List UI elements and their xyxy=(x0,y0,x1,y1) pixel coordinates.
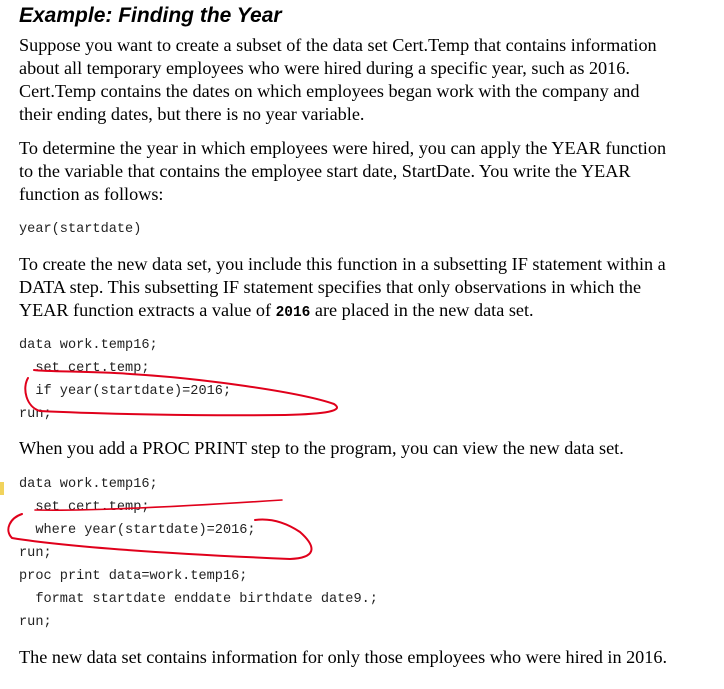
intro-paragraph xyxy=(19,34,719,126)
section-title: Example: Finding the Year xyxy=(19,4,282,27)
text-line: To create the new data set, you include this function in a subsetting IF statement within a xyxy=(19,254,666,274)
code-line: year(startdate) xyxy=(19,222,142,237)
code-line: format startdate enddate birthdate date9.; xyxy=(19,592,378,607)
text-segment: are placed in the new data set. xyxy=(310,300,534,320)
code-block-if xyxy=(19,334,231,426)
code-line: run; xyxy=(19,546,52,561)
code-line: data work.temp16; xyxy=(19,338,158,353)
code-line: set cert.temp; xyxy=(19,361,150,376)
conclusion-paragraph xyxy=(19,646,719,669)
code-block-year xyxy=(19,218,141,241)
subsetting-if-paragraph xyxy=(19,253,719,325)
text-line xyxy=(19,299,719,325)
proc-print-paragraph xyxy=(19,437,719,460)
text-line: DATA step. This subsetting IF statement specifies that only observations in which the xyxy=(19,277,642,297)
text-line: Cert.Temp contains the dates on which employees began work with the company and xyxy=(19,81,640,101)
code-line: if year(startdate)=2016; xyxy=(19,384,232,399)
code-line: proc print data=work.temp16; xyxy=(19,569,248,584)
code-line: run; xyxy=(19,407,52,422)
text-line: their ending dates, but there is no year variable. xyxy=(19,104,365,124)
text-line: Suppose you want to create a subset of the data set Cert.Temp that contains information xyxy=(19,35,657,55)
text-line: To determine the year in which employees were hired, you can apply the YEAR function xyxy=(19,138,667,158)
code-line: set cert.temp; xyxy=(19,500,150,515)
text-line: to the variable that contains the employee start date, StartDate. You write the YEAR xyxy=(19,161,631,181)
code-line: data work.temp16; xyxy=(19,477,158,492)
text-line: When you add a PROC PRINT step to the program, you can view the new data set. xyxy=(19,438,624,458)
text-line: about all temporary employees who were hired during a specific year, such as 2016. xyxy=(19,58,630,78)
inline-code: 2016 xyxy=(275,305,311,321)
year-function-paragraph xyxy=(19,137,719,206)
code-block-where xyxy=(19,473,378,634)
margin-marker xyxy=(0,482,4,495)
code-line: where year(startdate)=2016; xyxy=(19,523,256,538)
code-line: run; xyxy=(19,615,52,630)
text-line: function as follows: xyxy=(19,184,164,204)
text-segment: YEAR function extracts a value of xyxy=(19,300,276,320)
text-line: The new data set contains information for only those employees who were hired in 2016. xyxy=(19,647,668,667)
